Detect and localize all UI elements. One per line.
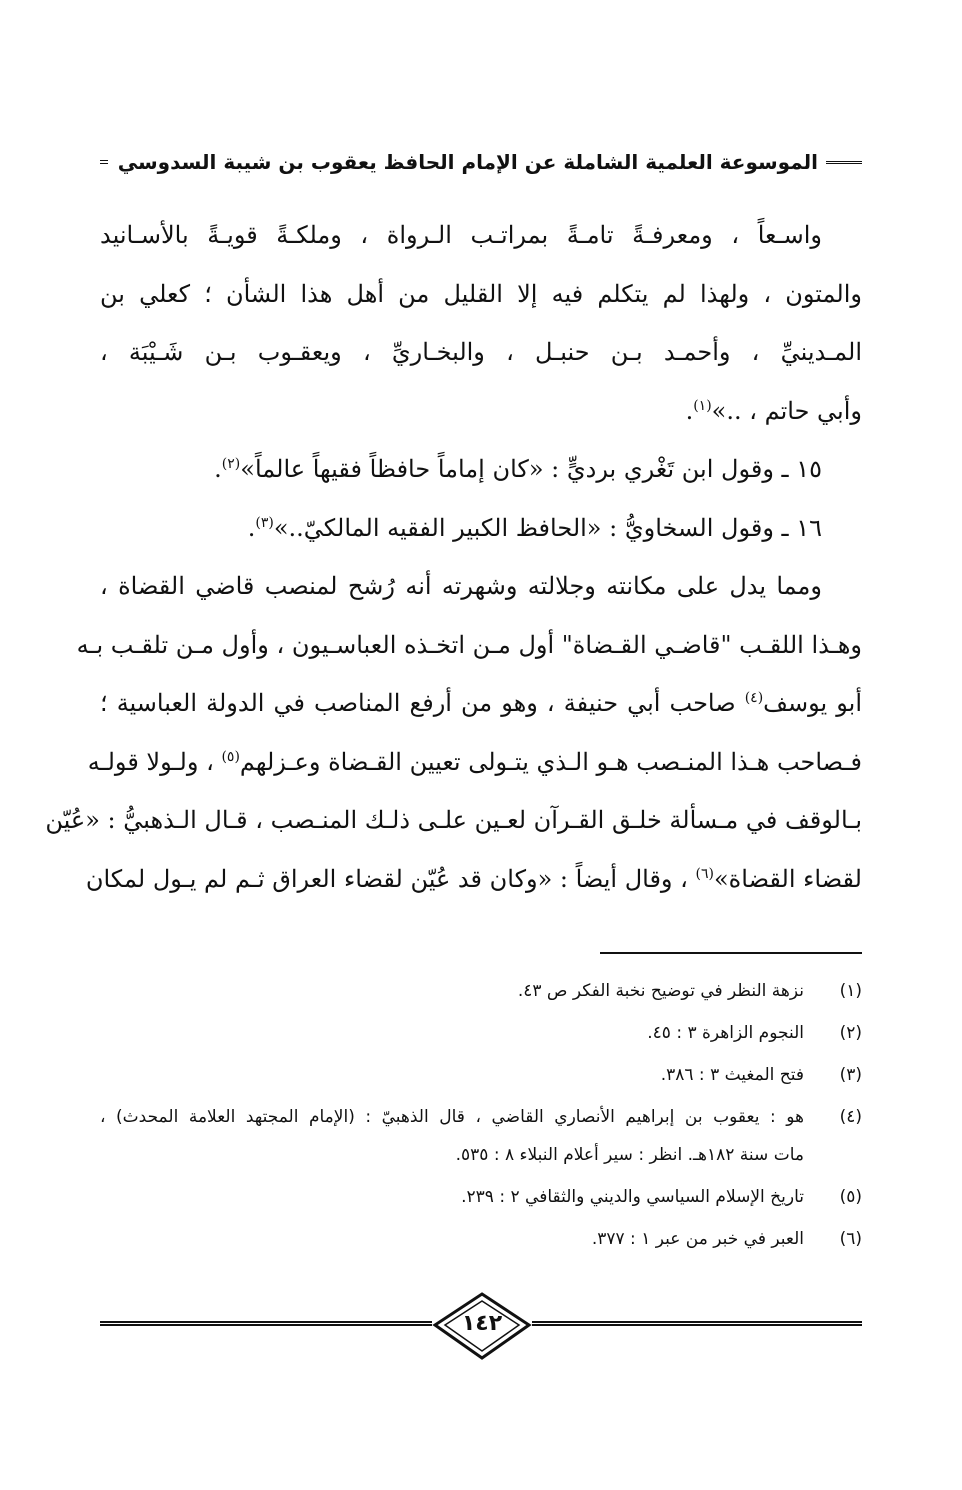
header-rule-right [826,161,862,164]
page-number-ornament [432,1292,532,1362]
page-number: ١٤٢ [461,1311,503,1336]
body-line-11: بـالوقف في مـسألة خلـق القـرآن لعـين علـى ذلـك المنـصب ، قـال الـذهبيُّ : «عُيّن [45,806,862,834]
body-text [45,206,862,908]
footnote-text-block [100,1098,804,1174]
footer-rule-right [532,1321,862,1326]
running-head-title: الموسوعة العلمية الشاملة عن الإمام الحافظ يعقوب بن شيبة السدوسي [117,150,818,174]
footnote-number: (٣) [839,1065,862,1085]
body-line-9: أبو يوسف$^{(٤)}$ صاحب أبي حنيفة ، وهو من أرفع المناصب في الدولة العباسية ؛ [100,689,862,717]
footer-rule-left [100,1321,432,1326]
footnote-number: (٢) [839,1023,862,1043]
footnote-1 [100,972,862,1010]
body-line-6: ١٦ ـ وقول السخاويُّ : «الحافظ الكبير الفقيه المالكيّ..»$^{(٣)}$. [247,513,822,542]
body-line-7: ومما يدل على مكانته وجلالته وشهرته أنه رُشح لمنصب قاضي القضاة ، [100,572,822,600]
running-head [100,142,862,182]
footnote-5 [100,1178,862,1216]
body-line-10: فـصاحب هـذا المنـصب هـو الـذي يتـولى تعيين القـضاة وعـزلهم$^{(٥)}$ ، ولـولا قولـه [87,747,862,776]
footnote-text: العبر في خبر من عبر ١ : ٣٧٧. [591,1229,804,1249]
body-line-12: لقضاء القضاة»$^{(٦)}$ ، وقال أيضاً : «وكان قد عُيّن لقضاء العراق ثـم لم يـول لمكان [85,864,862,893]
footnote-text: فتح المغيث ٣ : ٣٨٦. [660,1065,804,1085]
footnote-separator [600,952,862,954]
header-rule-left [100,160,108,164]
footnote-number: (٤) [839,1107,862,1127]
footnote-ref-2: (٢) [221,456,241,472]
footnote-6 [100,1220,862,1258]
body-line-4: وأبي حاتم ، ..»$^{(١)}$. [685,396,862,425]
page-footer [100,1292,862,1362]
footnote-number: (٥) [839,1187,862,1207]
footnote-ref-1: (١) [693,397,712,414]
body-line-8: وهـذا اللقـب "قاضـي القـضاة" أول مـن اتخـذه العباسـيون ، وأول مـن تلقـب بـه [76,630,862,659]
footnote-text: هو : يعقوب بن إبراهيم الأنصاري القاضي ، قال الذهبيّ : (الإمام المجتهد العلامة المحدث) ، [100,1107,804,1127]
footnote-ref-4: (٤) [744,690,764,706]
footnote-number: (١) [839,981,862,1001]
footnote-text: تاريخ الإسلام السياسي والديني والثقافي ٢ : ٢٣٩. [461,1187,804,1207]
footnote-text-continued: مات سنة ١٨٢هـ. انظر : سير أعلام النبلاء ٨ : ٥٣٥. [455,1145,804,1165]
body-line-1: واسـعاً ، ومعرفـةً تامـةً بمراتـب الـرواة ، وملكـةً قويـةً بالأسـانيد [100,221,822,249]
footnotes [100,972,862,1262]
footnote-ref-5: (٥) [221,748,240,765]
body-line-2: والمتون ، ولهذا لم يتكلم فيه إلا القليل من أهل هذا الشأن ؛ كعلي بن [100,279,862,308]
body-line-5: ١٥ ـ وقول ابن تَغْري برديٍّ : «كان إماماً حافظاً فقيهاً عالماً»$^{(٢)}$. [214,455,822,483]
body-line-3: المـدينيِّ ، وأحمـد بـن حنبـل ، والبخـاريِّ ، ويعقـوب بـن شَـيْبَة ، [100,338,862,366]
footnote-3 [100,1056,862,1094]
footnote-text: نزهة النظر في توضيح نخبة الفكر ص ٤٣. [517,981,804,1001]
footnote-ref-3: (٣) [255,514,274,531]
footnote-ref-6: (٦) [695,865,714,882]
footnote-number: (٦) [839,1229,862,1249]
footnote-text: النجوم الزاهرة ٣ : ٤٥. [647,1023,804,1043]
footnote-2 [100,1014,862,1052]
footnote-4 [100,1098,862,1174]
